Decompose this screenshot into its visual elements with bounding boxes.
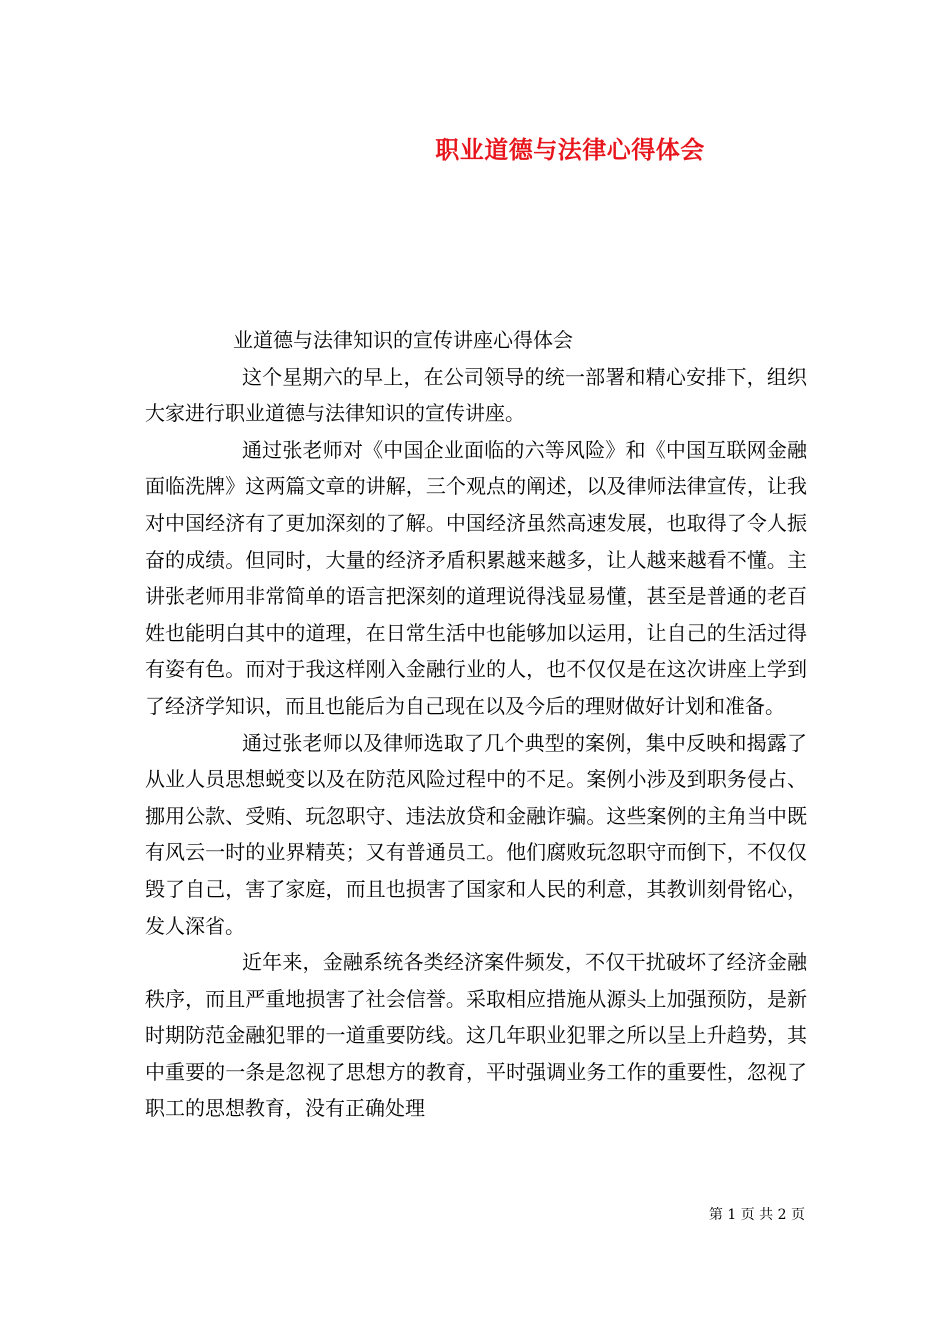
paragraph-4: 近年来，金融系统各类经济案件频发，不仅干扰破坏了经济金融秩序，而且严重地损害了社会信誉。采取相应措施从源头上加强预防，是新时期防范金融犯罪的一道重要防线。这几年职业犯罪之所以呈上升趋势，其中重要的一条是忽视了思想方的教育，平时强调业务工作的重要性，忽视了职工的思想教育，没有正确处理 <box>145 950 807 1121</box>
document-body <box>145 322 807 1127</box>
document-title: 职业道德与法律心得体会 <box>435 135 705 164</box>
page-number-footer: 第 1 页 共 2 页 <box>708 1207 805 1223</box>
paragraph-3: 通过张老师以及律师选取了几个典型的案例，集中反映和揭露了从业人员思想蜕变以及在防范风险过程中的不足。案例小涉及到职务侵占、挪用公款、受贿、玩忽职守、违法放贷和金融诈骗。这些案例的主角当中既有风云一时的业界精英；又有普通员工。他们腐败玩忽职守而倒下，不仅仅毁了自己，害了家庭，而且也损害了国家和人民的利意，其教训刻骨铭心，发人深省。 <box>145 730 807 938</box>
document-subtitle: 业道德与法律知识的宣传讲座心得体会 <box>233 328 573 352</box>
paragraph-1: 这个星期六的早上，在公司领导的统一部署和精心安排下，组织大家进行职业道德与法律知识的宣传讲座。 <box>145 364 807 426</box>
paragraph-2: 通过张老师对《中国企业面临的六等风险》和《中国互联网金融面临洗牌》这两篇文章的讲解，三个观点的阐述，以及律师法律宣传，让我对中国经济有了更加深刻的了解。中国经济虽然高速发展，也取得了令人振奋的成绩。但同时，大量的经济矛盾积累越来越多，让人越来越看不懂。主讲张老师用非常简单的语言把深刻的道理说得浅显易懂，甚至是普通的老百姓也能明白其中的道理，在日常生活中也能够加以运用，让自己的生活过得有姿有色。而对于我这样刚入金融行业的人，也不仅仅是在这次讲座上学到了经济学知识，而且也能后为自己现在以及今后的理财做好计划和准备。 <box>145 437 807 718</box>
